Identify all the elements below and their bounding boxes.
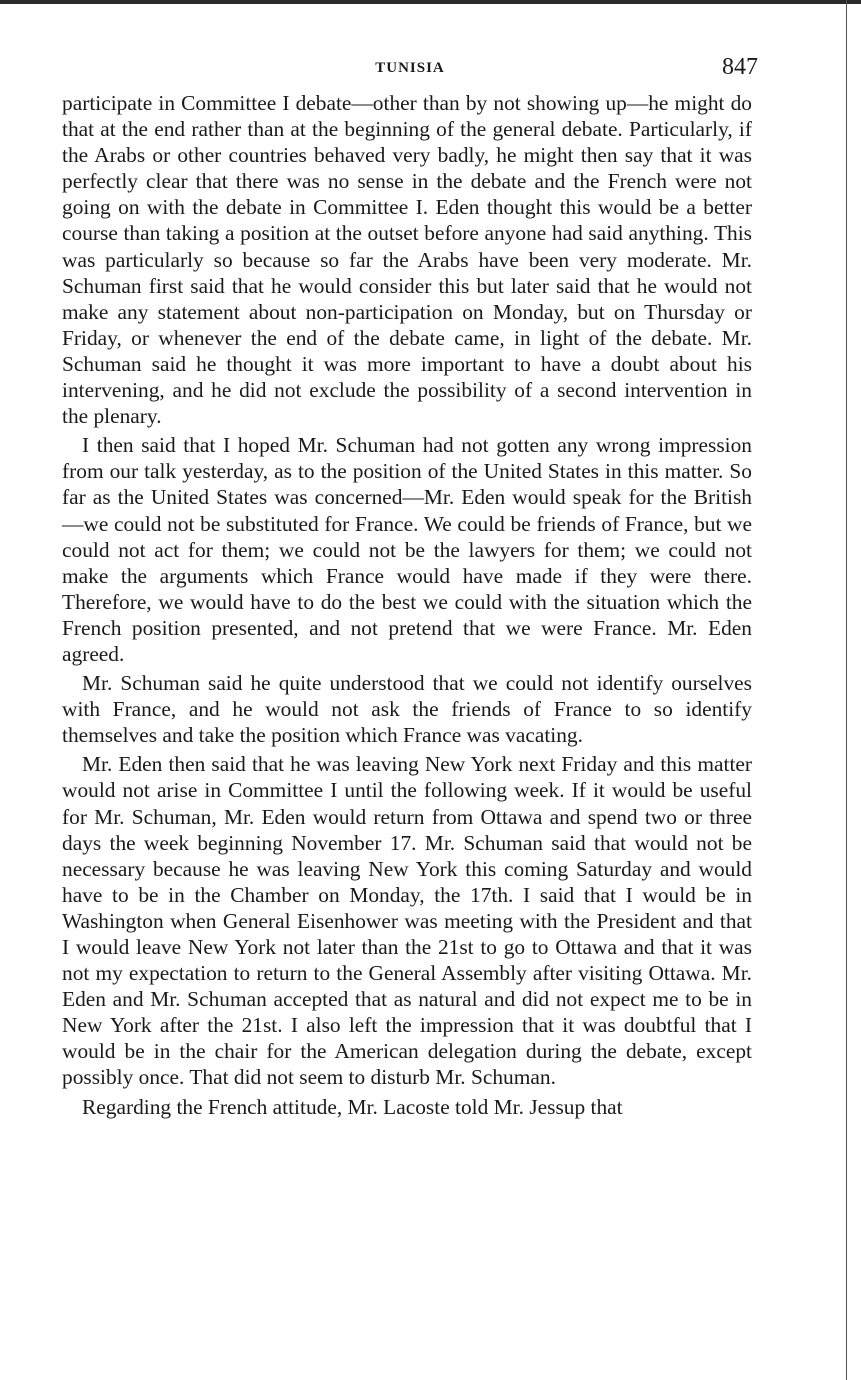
paragraph: Regarding the French attitude, Mr. Lacoste told Mr. Jessup that [82,1094,623,1119]
paragraph-continued: participate in Committee I debate—other than by not showing up—he might do that at the end rather than at the beginning of the general debate. Particularly, if the Arabs or other countries behaved very badly, he might then say that it was perfectly clear that there was no sense in the debate and the French were not going on with the debate in Committee I. Eden thought this would be a better course than taking a position at the outset before anyone had said anything. This was particularly so because so far the Arabs have been very moderate. Mr. Schuman first said that he would consider this but later said that he would not make any statement about non-participation on Monday, but on Thursday or Friday, or whenever the end of the debate came, in light of the debate. Mr. Schuman said he thought it was more important to have a doubt about his intervening, and he did not exclude the possibility of a second intervention in the plenary. [62,91,752,429]
paragraph: I then said that I hoped Mr. Schuman had not gotten any wrong impression from our talk yesterday, as to the position of the United States in this matter. So far as the United States was concerned—Mr. Eden would speak for the British—we could not be substituted for France. We could be friends of France, but we could not act for them; we could not be the lawyers for them; we could not make the arguments which France would have made if they were there. Therefore, we would have to do the best we could with the situation which the French position presented, and not pretend that we were France. Mr. Eden agreed. [62,433,752,666]
top-border-rule [0,0,861,4]
paragraph: Mr. Schuman said he quite understood that we could not identify ourselves with France, and he would not ask the friends of France to so identify themselves and take the position which France was vacating. [62,671,752,748]
page-number: 847 [722,54,758,80]
page-header [62,54,758,86]
right-border-rule [846,0,847,1380]
running-head: TUNISIA [375,60,445,76]
paragraph: Mr. Eden then said that he was leaving New York next Friday and this matter would not arise in Committee I until the following week. If it would be useful for Mr. Schuman, Mr. Eden would return from Ottawa and spend two or three days the week beginning November 17. Mr. Schuman said that would not be necessary because he was leaving New York this coming Saturday and would have to be in the Chamber on Monday, the 17th. I said that I would be in Washington when General Eisenhower was meeting with the President and that I would leave New York not later than the 21st to go to Ottawa and that it was not my expectation to return to the General Assembly after visiting Ottawa. Mr. Eden and Mr. Schuman accepted that as natural and did not expect me to be in New York after the 21st. I also left the impression that it was doubtful that I would be in the chair for the American delegation during the debate, except possibly once. That did not seem to disturb Mr. Schuman. [62,752,752,1090]
document-body [62,90,752,1120]
